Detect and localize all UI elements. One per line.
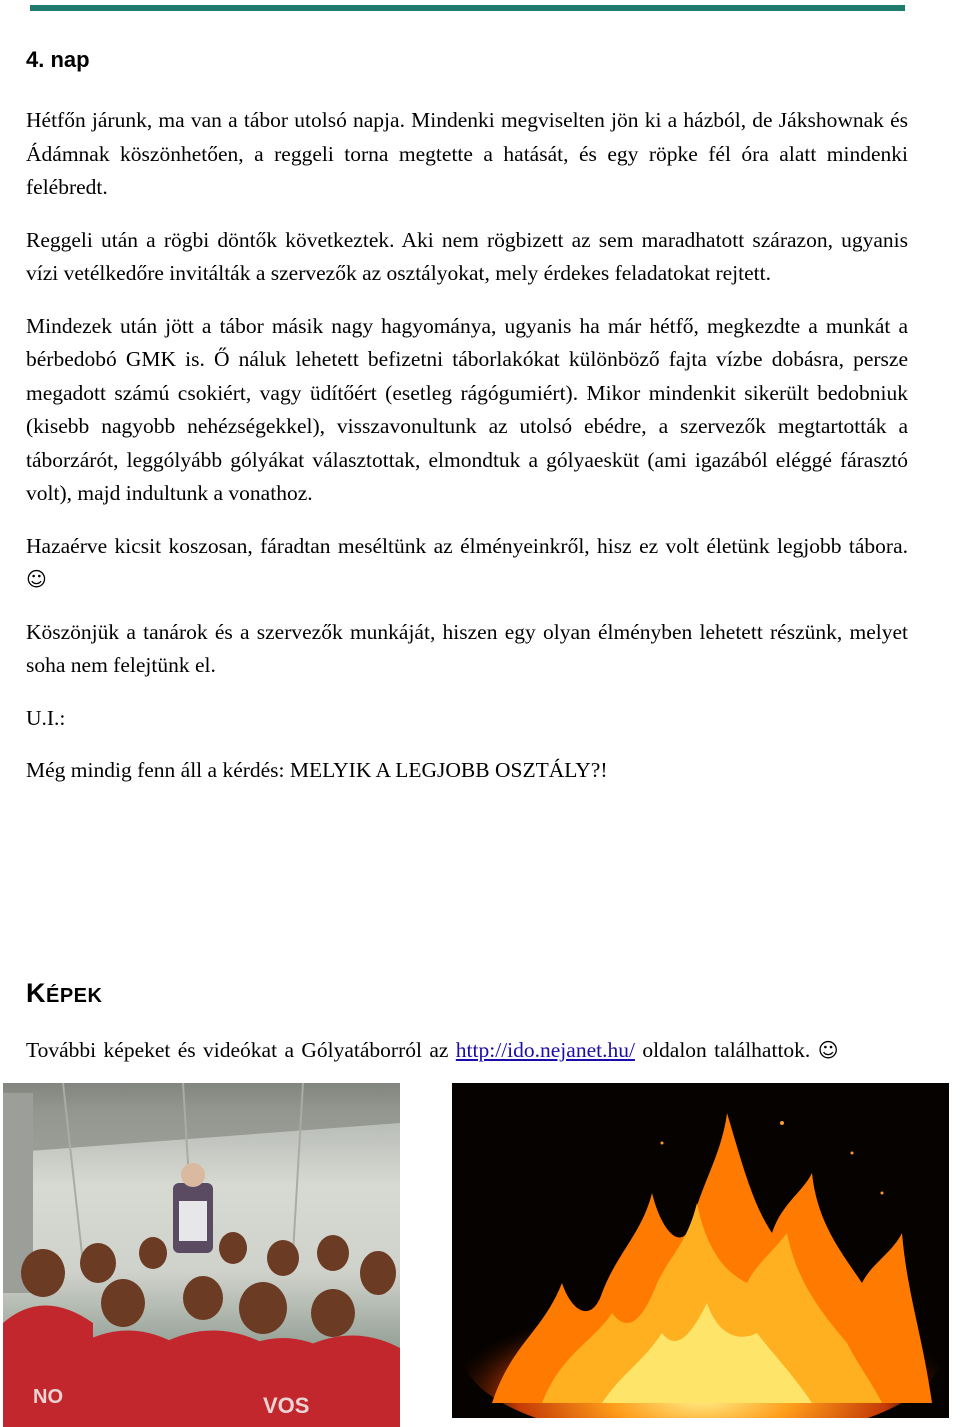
more-pictures-suffix: oldalon találhattok. — [634, 1038, 818, 1062]
day-heading: 4. nap — [26, 47, 90, 72]
gallery-link[interactable]: http://ido.nejanet.hu/ — [455, 1038, 635, 1062]
section-heading-initial: K — [26, 978, 46, 1008]
more-pictures-line — [26, 1034, 926, 1067]
tent-lecture-photo — [3, 1083, 400, 1427]
paragraph-1: Hétfőn járunk, ma van a tábor utolsó napja. Mindenki megviselten jön ki a házból, de Jákshownak és Ádámnak köszönhetően, a reggeli torna megtette a hatását, és egy röpke fél óra alatt mindenki felébredt. — [26, 108, 908, 199]
paragraph-4-text: Hazaérve kicsit koszosan, fáradtan meséltünk az élményeinkről, hisz ez volt életünk legjobb tábora. — [26, 533, 908, 558]
paragraph-3: Mindezek után jött a tábor másik nagy hagyománya, ugyanis ha már hétfő, megkezdte a munkát a bérbedobó GMK is. Ő náluk lehetett befizetni táborlakókat különböző fajta vízbe dobásra, persze megadott számú csokiért, vagy üdítőért (esetleg rágógumiért). Mikor mindenkit sikerült bedobniuk (kisebb nagyobb nehézségekkel), visszavonultunk az utolsó ebédre, a szervezők megtartották a táborzárót, leggólyább gólyákat választottak, elmondtuk a gólyaesküt (ami igazából eléggé fárasztó volt), majd indultunk a vonathoz. — [26, 313, 908, 505]
paragraph-5: Köszönjük a tanárok és a szervezők munkáját, hiszen egy olyan élményben lehetett részünk, melyet soha nem felejtünk el. — [26, 619, 908, 677]
campfire-illustration — [452, 1083, 949, 1418]
svg-text:NO: NO — [33, 1386, 63, 1408]
postscript-label: U.I.: — [26, 705, 66, 730]
section-heading-kepek — [26, 978, 102, 1009]
paragraph-2: Reggeli után a rögbi döntők következtek. Aki nem rögbizett az sem maradhatott szárazon, ugyanis vízi vetélkedőre invitálták a szervezők az osztályokat, mely érdekes feladatokat rejtett. — [26, 227, 908, 285]
paragraph-4 — [26, 530, 908, 597]
smiley-icon: ☺ — [26, 567, 47, 591]
more-pictures-text: További képeket és videókat a Gólyatáborról az — [26, 1038, 456, 1062]
smiley-icon: ☺ — [817, 1038, 839, 1062]
closing-question: Még mindig fenn áll a kérdés: MELYIK A LEGJOBB OSZTÁLY?! — [26, 758, 608, 782]
top-divider — [30, 5, 905, 11]
svg-text:VOS: VOS — [263, 1393, 310, 1418]
document-body — [26, 40, 908, 807]
tent-lecture-illustration — [3, 1083, 400, 1427]
campfire-photo — [452, 1083, 949, 1418]
section-heading-rest: ÉPEK — [46, 985, 103, 1007]
